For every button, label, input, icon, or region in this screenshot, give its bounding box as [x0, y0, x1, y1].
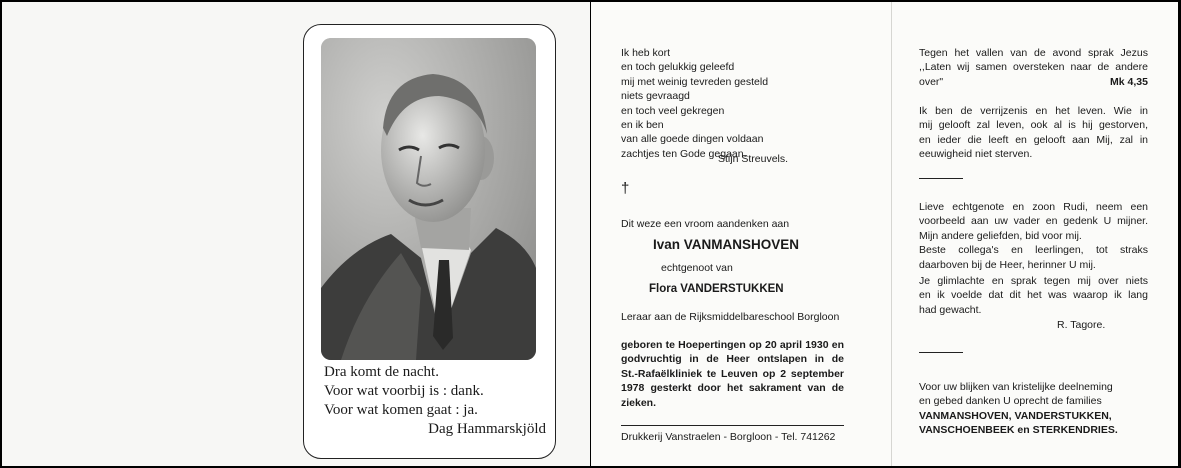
- text-line: mij gelooft zal leven, ook al is hij gestorven,: [919, 119, 1148, 132]
- text-line: Voor uw blijken van kristelijke deelneming: [919, 381, 1113, 393]
- poem-line: en ik ben: [621, 119, 664, 132]
- poem-line: Ik heb kort: [621, 47, 671, 59]
- text-line: Je glimlachte en sprak tegen mij over niets: [919, 275, 1148, 287]
- text-line: Beste collega's en leerlingen, tot straks: [919, 244, 1148, 257]
- profession: Leraar aan de Rijksmiddelbareschool Borgloon: [621, 311, 840, 323]
- spouse-name: Flora VANDERSTUKKEN: [649, 283, 784, 295]
- quote-author: Dag Hammarskjöld: [428, 421, 546, 437]
- quote-line: Voor wat voorbij is : dank.: [324, 383, 484, 399]
- thanks-text: [919, 380, 1148, 438]
- resurrection-text: [919, 104, 1148, 162]
- poem-line: niets gevraagd: [621, 90, 690, 103]
- poem-line: zachtjes ten Gode gegaan.: [621, 147, 747, 160]
- hammarskjold-quote: [324, 363, 546, 439]
- divider: [621, 425, 844, 426]
- poem-line: mij met weinig tevreden gesteld: [621, 75, 769, 88]
- quote-line: Dra komt de nacht.: [324, 364, 439, 380]
- text-line: en ieder die leeft en gelooft aan Mij, zal in: [919, 133, 1148, 146]
- bible-reference: Mk 4,35: [1110, 75, 1148, 88]
- poem-line: van alle goede dingen voldaan: [621, 133, 764, 146]
- intro-text: Dit weze een vroom aandenken aan: [621, 218, 790, 230]
- portrait-image: [321, 38, 536, 360]
- printer-info: Drukkerij Vanstraelen - Borgloon - Tel. 741262: [621, 431, 836, 443]
- text-line: en ik voelde dat dit het was waarop ik lang: [919, 289, 1148, 302]
- poem-line: en toch gelukkig geleefd: [621, 61, 735, 74]
- right-panel: [893, 2, 1178, 466]
- bio-line: 1978 gesterkt door het sakrament van de: [621, 382, 844, 395]
- portrait-photo: [321, 38, 536, 360]
- text-line: daarboven bij de Heer, herinner U mij.: [919, 258, 1096, 271]
- text-line: had gewacht.: [919, 303, 982, 316]
- quote-line: Voor wat komen gaat : ja.: [324, 402, 478, 418]
- cross-icon: †: [621, 180, 630, 197]
- text-fragment: over": [919, 75, 944, 88]
- middle-panel: [591, 2, 893, 466]
- left-panel: [2, 2, 590, 466]
- tagore-quote: [919, 274, 1148, 317]
- text-line: voorbeeld aan uw vader en gedenk U mijner.: [919, 215, 1148, 228]
- text-line: [919, 75, 1148, 89]
- text-line: eeuwigheid niet sterven.: [919, 148, 1033, 161]
- tagore-author: R. Tagore.: [1057, 319, 1106, 331]
- text-line: Lieve echtgenote en zoon Rudi, neem een: [919, 201, 1148, 213]
- deceased-name: Ivan VANMANSHOVEN: [653, 237, 800, 252]
- family-names: VANMANSHOVEN, VANDERSTUKKEN,: [919, 409, 1112, 422]
- photo-frame: [303, 24, 556, 459]
- poem-author: Stijn Streuvels.: [718, 153, 789, 165]
- bio-line: zieken.: [621, 396, 657, 409]
- poem: [621, 46, 768, 161]
- text-line: Mijn andere geliefden, bid voor mij.: [919, 229, 1082, 242]
- bio-line: geboren te Hoepertingen op 20 april 1930 en: [621, 339, 844, 351]
- bio-line: St.-Rafaëlkliniek te Leuven op 2 september: [621, 367, 844, 380]
- short-divider: [919, 352, 963, 353]
- gospel-quote: [919, 46, 1148, 89]
- short-divider: [919, 178, 963, 179]
- text-line: en gebed danken U oprecht de families: [919, 395, 1102, 408]
- bio-line: godvruchtig in de Heer ontslapen in de: [621, 353, 844, 366]
- poem-line: en toch veel gekregen: [621, 104, 725, 117]
- spouse-label: echtgenoot van: [661, 262, 733, 274]
- text-line: Ik ben de verrijzenis en het leven. Wie in: [919, 105, 1148, 117]
- biography: [621, 338, 844, 410]
- text-line: Tegen het vallen van de avond sprak Jezus: [919, 47, 1148, 59]
- family-names: VANSCHOENBEEK en STERKENDRIES.: [919, 424, 1118, 437]
- text-line: ,,Laten wij samen oversteken naar de andere: [919, 61, 1148, 74]
- fold-line: [891, 2, 892, 466]
- farewell-text: [919, 200, 1148, 272]
